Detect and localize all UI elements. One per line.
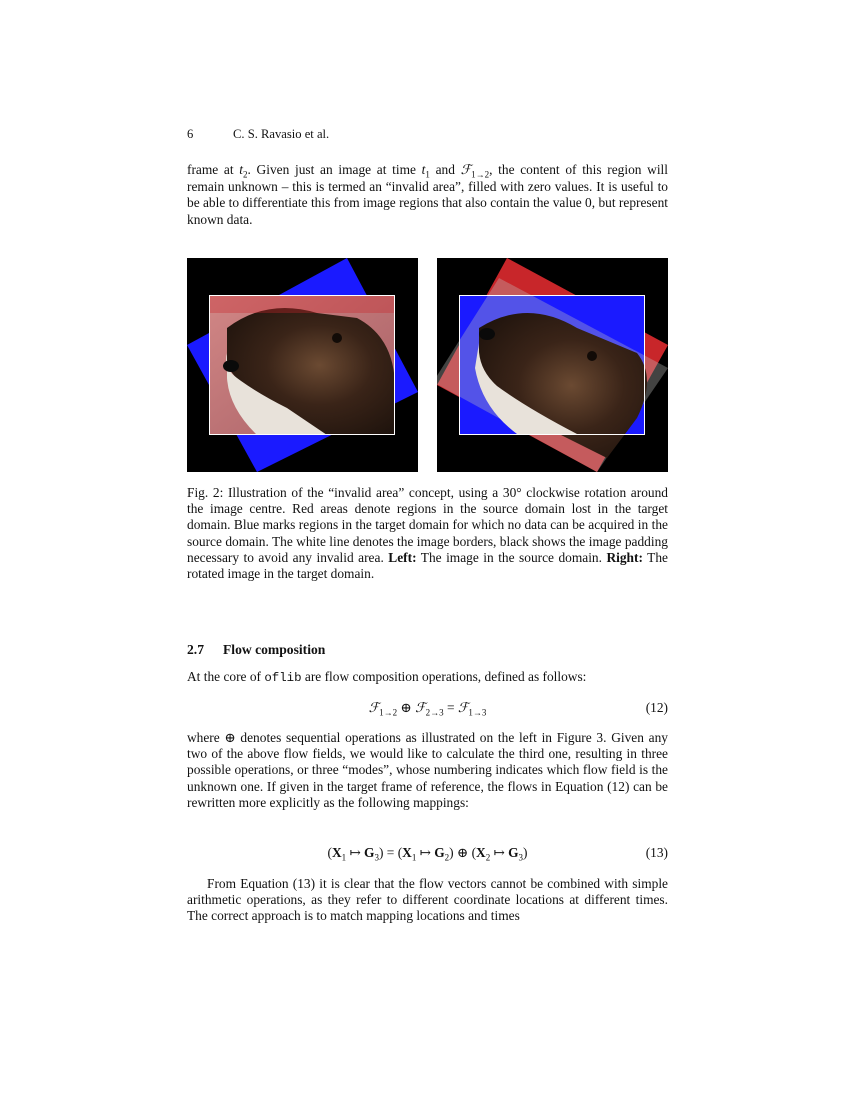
equation-number: (12) bbox=[645, 700, 668, 715]
page-number: 6 bbox=[187, 127, 194, 141]
paragraph-modes: where ⊕ denotes sequential operations as illustrated on the left in Figure 3. Given any two of the above flow fields, we would like to calculate the third one, resulting in three possible operations, or three “modes”, whose numbering indicates which flow field is the unknown one. If given in the target frame of reference, the flows in Equation (12) can be rewritten more explicitly as the following mappings: bbox=[187, 730, 668, 810]
section-title: Flow composition bbox=[223, 642, 326, 657]
author-line: C. S. Ravasio et al. bbox=[233, 127, 330, 141]
source-domain-image bbox=[187, 258, 418, 472]
paragraph-invalid-area: frame at $t_2$. Given just an image at time $t_1$ and ℱ$_{1\to 2}$, the content of this region will remain unknown – this is termed an “invalid area”, filled with zero values. It is useful to be able to differentiate this from image regions that also contain the value 0, but represent known data. bbox=[187, 162, 668, 227]
equation-number: (13) bbox=[645, 845, 668, 860]
paragraph-composition-approach: From Equation (13) it is clear that the flow vectors cannot be combined with simple arithmetic operations, as they refer to different coordinate locations at different times. The correct approach is to match mapping locations and times bbox=[187, 876, 668, 924]
equation-12: ℱ$_{1\to 2}$ ⊕ ℱ$_{2\to 3}$ = ℱ$_{1\to 3}$ (12) bbox=[368, 700, 668, 718]
equation-13: ($X_1$ ↦ $G_3) = (X_1$ ↦ $G_2$) ⊕ ($X_2$ ↦ $G_3$) (13) bbox=[327, 845, 668, 863]
running-header bbox=[187, 127, 329, 142]
figure-2 bbox=[187, 258, 668, 472]
code-oflib: oflib bbox=[264, 671, 302, 685]
section-heading bbox=[187, 642, 325, 658]
paragraph-composition-intro: At the core of oflib are flow composition operations, defined as follows: bbox=[187, 669, 587, 685]
invalid-source-overlay bbox=[209, 295, 395, 313]
figure-label: Fig. 2: bbox=[187, 485, 224, 500]
section-number: 2.7 bbox=[187, 642, 204, 657]
target-domain-image bbox=[437, 258, 668, 472]
dog-photo bbox=[209, 295, 395, 435]
figure-caption: Fig. 2: Illustration of the “invalid area” concept, using a 30° clockwise rotation around the image centre. Red areas denote regions in the source domain lost in the target domain. Blue marks regions in the target domain for which no data can be acquired in the source domain. The white line denotes the image borders, black shows the image padding necessary to avoid any invalid area. Left: The image in the source domain. Right: The rotated image in the target domain. bbox=[187, 485, 668, 582]
